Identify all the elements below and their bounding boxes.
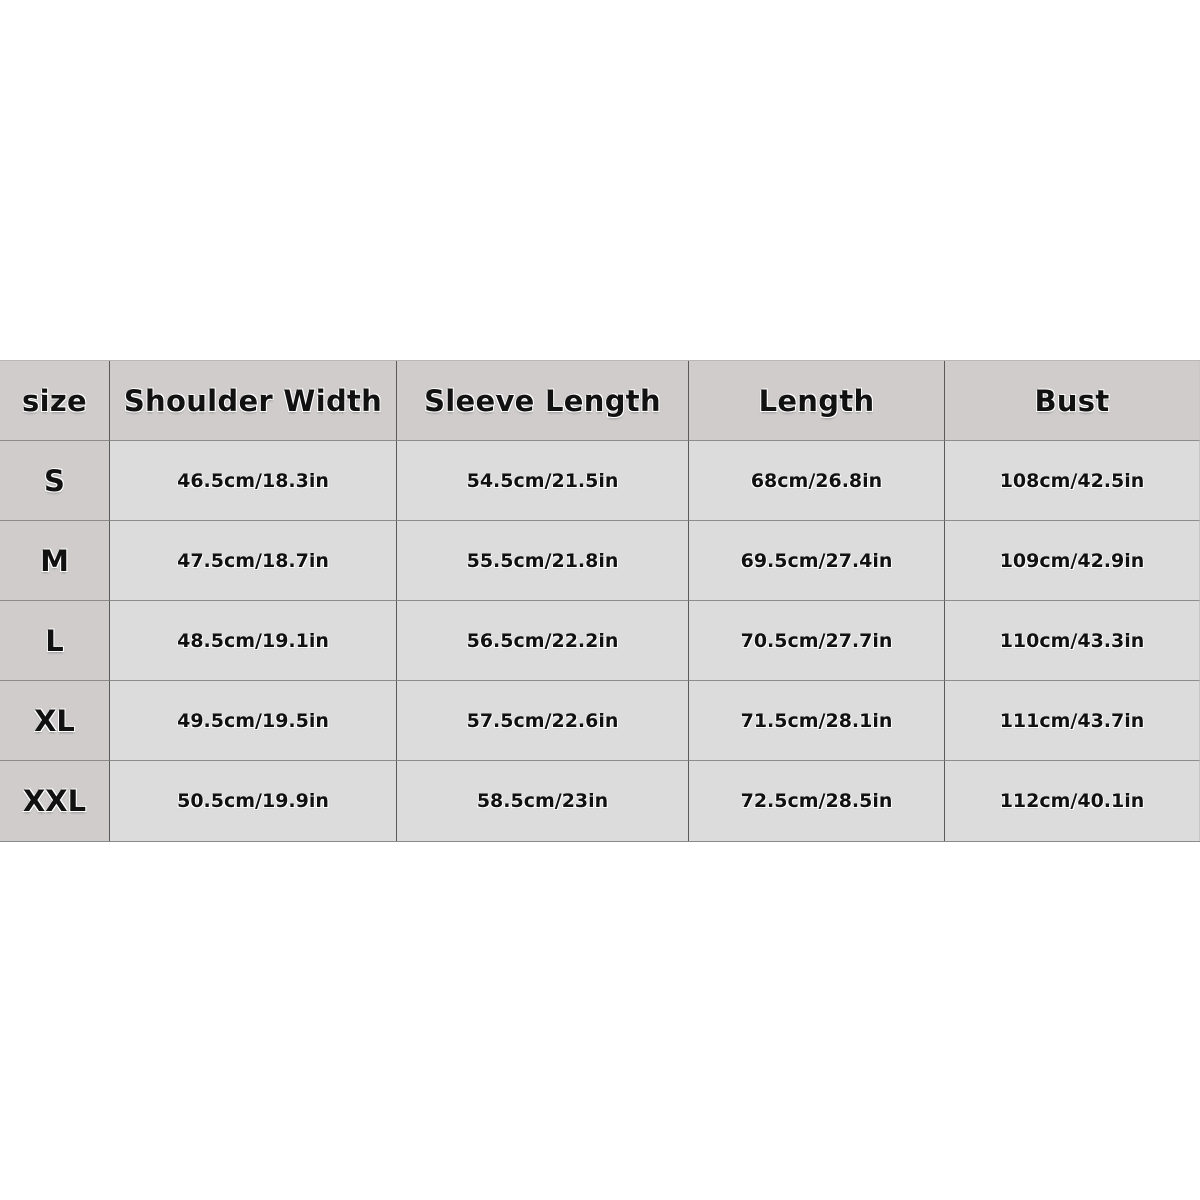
length-value: 68cm/26.8in	[689, 441, 945, 521]
header-shoulder-width: Shoulder Width	[110, 361, 397, 441]
shoulder-width-value: 46.5cm/18.3in	[110, 441, 397, 521]
bust-value: 108cm/42.5in	[945, 441, 1200, 521]
bust-value: 112cm/40.1in	[945, 761, 1200, 841]
header-length: Length	[689, 361, 945, 441]
size-label: S	[0, 441, 110, 521]
length-value: 69.5cm/27.4in	[689, 521, 945, 601]
header-sleeve-length: Sleeve Length	[397, 361, 689, 441]
length-value: 71.5cm/28.1in	[689, 681, 945, 761]
size-label: XL	[0, 681, 110, 761]
size-chart-table	[0, 360, 1200, 842]
shoulder-width-value: 48.5cm/19.1in	[110, 601, 397, 681]
shoulder-width-value: 50.5cm/19.9in	[110, 761, 397, 841]
sleeve-length-value: 58.5cm/23in	[397, 761, 689, 841]
header-size: size	[0, 361, 110, 441]
shoulder-width-value: 49.5cm/19.5in	[110, 681, 397, 761]
size-label: XXL	[0, 761, 110, 841]
bust-value: 109cm/42.9in	[945, 521, 1200, 601]
sleeve-length-value: 55.5cm/21.8in	[397, 521, 689, 601]
length-value: 70.5cm/27.7in	[689, 601, 945, 681]
size-label: M	[0, 521, 110, 601]
size-label: L	[0, 601, 110, 681]
length-value: 72.5cm/28.5in	[689, 761, 945, 841]
sleeve-length-value: 57.5cm/22.6in	[397, 681, 689, 761]
shoulder-width-value: 47.5cm/18.7in	[110, 521, 397, 601]
sleeve-length-value: 54.5cm/21.5in	[397, 441, 689, 521]
bust-value: 110cm/43.3in	[945, 601, 1200, 681]
header-bust: Bust	[945, 361, 1200, 441]
bust-value: 111cm/43.7in	[945, 681, 1200, 761]
sleeve-length-value: 56.5cm/22.2in	[397, 601, 689, 681]
